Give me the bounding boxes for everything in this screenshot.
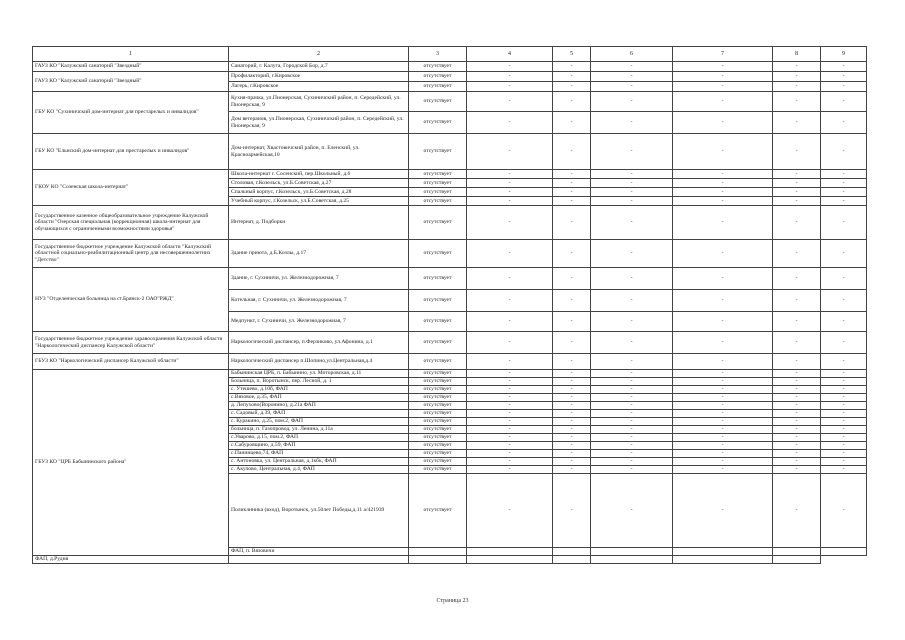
value-cell: - — [773, 410, 821, 418]
organization-cell: ГКОУ КО "Созенская школа-интернат" — [33, 170, 229, 206]
value-cell: - — [591, 458, 673, 466]
value-cell: - — [821, 312, 867, 332]
value-cell: - — [821, 370, 867, 378]
value-cell: - — [467, 474, 553, 548]
value-cell: - — [591, 434, 673, 442]
organization-cell: Государственное бюджетное учреждение здравоохранения Калужской области "Наркологический диспансер Калужской области" — [33, 332, 229, 354]
value-cell: - — [553, 474, 591, 548]
value-cell: - — [467, 450, 553, 458]
status-cell: отсутствует — [409, 332, 467, 354]
value-cell: - — [467, 434, 553, 442]
value-cell: - — [467, 418, 553, 426]
value-cell — [409, 556, 467, 564]
table-row — [33, 170, 867, 179]
value-cell: - — [553, 82, 591, 92]
value-cell: - — [821, 179, 867, 188]
address-cell: Профилакторий, г.Кировское — [229, 72, 409, 82]
value-cell: - — [591, 332, 673, 354]
address-cell: с. Антоновка, ул. Центральная, д.1кбк, ФАП — [229, 458, 409, 466]
value-cell: - — [467, 290, 553, 312]
value-cell — [553, 556, 591, 564]
value-cell: - — [553, 434, 591, 442]
value-cell: - — [821, 290, 867, 312]
value-cell: - — [553, 112, 591, 134]
address-cell: Больница, п. Воротынск, пер. Лесной, д. 1 — [229, 378, 409, 386]
address-cell: Учебный корпус, г.Козельск, ул.Б.Советская, д.25 — [229, 197, 409, 206]
status-cell: отсутствует — [409, 370, 467, 378]
address-cell: Кухня-прачка, ул.Пионерская, Сухиничский район, п. Середейский, ул. Пионерская, 9 — [229, 92, 409, 112]
value-cell: - — [591, 112, 673, 134]
value-cell: - — [821, 474, 867, 548]
value-cell: - — [773, 134, 821, 170]
value-cell: - — [467, 72, 553, 82]
address-cell: с. Акулово, Центральная, д.4, ФАП — [229, 466, 409, 474]
value-cell: - — [673, 290, 773, 312]
value-cell: - — [467, 402, 553, 410]
value-cell: - — [673, 434, 773, 442]
table-row — [33, 370, 867, 378]
value-cell: - — [467, 240, 553, 268]
value-cell: - — [591, 179, 673, 188]
value-cell: - — [467, 170, 553, 179]
value-cell: - — [821, 434, 867, 442]
value-cell: - — [821, 378, 867, 386]
value-cell: - — [673, 402, 773, 410]
status-cell: отсутствует — [409, 474, 467, 548]
value-cell: - — [467, 426, 553, 434]
table-row — [33, 332, 867, 354]
value-cell: - — [467, 442, 553, 450]
value-cell: - — [467, 134, 553, 170]
value-cell: - — [773, 458, 821, 466]
value-cell: - — [591, 386, 673, 394]
value-cell: - — [673, 378, 773, 386]
value-cell: - — [773, 434, 821, 442]
address-cell: с. Утешево, д.10б, ФАП — [229, 386, 409, 394]
value-cell: - — [553, 394, 591, 402]
status-cell: отсутствует — [409, 418, 467, 426]
value-cell: - — [673, 458, 773, 466]
value-cell: - — [467, 179, 553, 188]
value-cell: - — [553, 72, 591, 82]
table-row — [33, 62, 867, 72]
value-cell: - — [553, 290, 591, 312]
value-cell: - — [673, 394, 773, 402]
address-cell: Дом-интернат, Хвастовичский район, п. Еленский, ул. Красноармейская,10 — [229, 134, 409, 170]
value-cell: - — [467, 410, 553, 418]
address-cell: ФАП, д.Рудня — [33, 556, 229, 564]
value-cell: - — [821, 458, 867, 466]
value-cell: - — [821, 332, 867, 354]
value-cell: - — [591, 394, 673, 402]
value-cell: - — [467, 458, 553, 466]
value-cell: - — [821, 112, 867, 134]
value-cell: - — [553, 410, 591, 418]
column-header: 9 — [821, 47, 867, 62]
value-cell: - — [821, 418, 867, 426]
status-cell: отсутствует — [409, 134, 467, 170]
value-cell: - — [553, 268, 591, 290]
value-cell: - — [467, 82, 553, 92]
address-cell: больница, п. Газопровод, ул. Ленина, д.11а — [229, 426, 409, 434]
value-cell: - — [591, 197, 673, 206]
status-cell: отсутствует — [409, 170, 467, 179]
value-cell: - — [773, 386, 821, 394]
value-cell: - — [773, 370, 821, 378]
address-cell: Санаторий, г. Калуга, Городской Бор, д.7 — [229, 62, 409, 72]
value-cell: - — [591, 426, 673, 434]
value-cell: - — [591, 92, 673, 112]
table-row — [33, 72, 867, 82]
address-cell: Дом ветеранов, ул.Пионерская, Сухиничский район, п. Середейский, ул. Пионерская, 9 — [229, 112, 409, 134]
organization-cell: ГБУЗ КО "ЦРБ Бабынинского района" — [33, 370, 229, 556]
address-cell: с. Куракино, д.25, пом.2, ФАП — [229, 418, 409, 426]
value-cell: - — [591, 290, 673, 312]
value-cell: - — [673, 72, 773, 82]
value-cell: - — [673, 82, 773, 92]
value-cell: - — [673, 112, 773, 134]
value-cell: - — [673, 240, 773, 268]
status-cell: отсутствует — [409, 188, 467, 197]
value-cell: - — [821, 442, 867, 450]
status-cell: отсутствует — [409, 268, 467, 290]
value-cell: - — [821, 62, 867, 72]
value-cell: - — [553, 370, 591, 378]
value-cell — [467, 556, 553, 564]
value-cell: - — [591, 378, 673, 386]
value-cell: - — [673, 134, 773, 170]
value-cell: - — [821, 92, 867, 112]
address-cell: с.Сабуровщино, д.59, ФАП — [229, 442, 409, 450]
address-cell: Котельная, г. Сухиничи, ул. Железнодорожная, 7 — [229, 290, 409, 312]
status-cell: отсутствует — [409, 354, 467, 370]
value-cell: - — [591, 134, 673, 170]
value-cell: - — [553, 170, 591, 179]
status-cell: отсутствует — [409, 112, 467, 134]
value-cell: - — [773, 378, 821, 386]
value-cell: - — [467, 92, 553, 112]
value-cell: - — [553, 188, 591, 197]
value-cell: - — [673, 206, 773, 240]
value-cell: - — [673, 62, 773, 72]
value-cell: - — [553, 62, 591, 72]
facilities-table — [32, 46, 867, 564]
value-cell: - — [773, 62, 821, 72]
address-cell: Интернат, д. Подборки — [229, 206, 409, 240]
status-cell: отсутствует — [409, 206, 467, 240]
status-cell: отсутствует — [409, 410, 467, 418]
status-cell: отсутствует — [409, 92, 467, 112]
address-cell: Медпункт, г. Сухиничи, ул. Железнодорожная, 7 — [229, 312, 409, 332]
value-cell: - — [773, 402, 821, 410]
address-cell: с.Уварово, д.15, пом.2, ФАП — [229, 434, 409, 442]
value-cell: - — [591, 62, 673, 72]
address-cell: с.Панинцево,74, ФАП — [229, 450, 409, 458]
value-cell: - — [467, 62, 553, 72]
address-cell: с. Садовый, д.39, ФАП — [229, 410, 409, 418]
value-cell: - — [773, 179, 821, 188]
value-cell: - — [553, 442, 591, 450]
value-cell: - — [821, 426, 867, 434]
value-cell — [673, 556, 773, 564]
value-cell: - — [773, 92, 821, 112]
address-cell: Здание приюта, д.Б.Козлы, д.17 — [229, 240, 409, 268]
address-cell: Здание, г. Сухиничи, ул. Железнодорожная, 7 — [229, 268, 409, 290]
organization-cell: Государственное казенное общеобразовательное учреждение Калужской области "Озерская специальная (коррекционная) школа-интернат для обучающихся с ограниченными возможностями здоровья" — [33, 206, 229, 240]
value-cell: - — [821, 206, 867, 240]
value-cell: - — [553, 354, 591, 370]
value-cell: - — [467, 188, 553, 197]
value-cell: - — [821, 410, 867, 418]
value-cell: - — [467, 112, 553, 134]
value-cell: - — [821, 466, 867, 474]
column-header: 6 — [591, 47, 673, 62]
value-cell: - — [673, 370, 773, 378]
value-cell: - — [673, 474, 773, 548]
value-cell: - — [553, 92, 591, 112]
value-cell: - — [553, 458, 591, 466]
value-cell: - — [591, 268, 673, 290]
value-cell: - — [673, 386, 773, 394]
value-cell: - — [773, 426, 821, 434]
organization-cell: ГАУЗ КО "Калужский санаторий "Звездный" — [33, 72, 229, 92]
value-cell: - — [673, 466, 773, 474]
value-cell: - — [773, 290, 821, 312]
value-cell — [673, 548, 773, 556]
organization-cell: ГБУ КО "Ельнский дом-интернат для престарелых и инвалидов" — [33, 134, 229, 170]
status-cell: отсутствует — [409, 466, 467, 474]
value-cell: - — [591, 410, 673, 418]
value-cell: - — [821, 82, 867, 92]
value-cell: - — [553, 240, 591, 268]
table-row — [33, 134, 867, 170]
value-cell: - — [591, 370, 673, 378]
value-cell: - — [553, 332, 591, 354]
value-cell: - — [773, 197, 821, 206]
address-cell: Лагерь, г.Кировское — [229, 82, 409, 92]
value-cell — [591, 556, 673, 564]
table-row — [33, 556, 867, 564]
address-cell: Поликлиника (вход), Воротынск, ул.50лет Победы,д.11 а/421939 — [229, 474, 409, 548]
address-cell: ФАП, п. Вязовичи — [229, 548, 409, 556]
value-cell: - — [553, 378, 591, 386]
value-cell: - — [673, 418, 773, 426]
value-cell: - — [673, 354, 773, 370]
address-cell: Наркологический диспансер, п.Ферзиково, ул.Афонина, д.1 — [229, 332, 409, 354]
value-cell: - — [821, 197, 867, 206]
status-cell: отсутствует — [409, 434, 467, 442]
status-cell: отсутствует — [409, 402, 467, 410]
address-cell: д. Лепухово(Воронино), д.21а ФАП — [229, 402, 409, 410]
organization-cell: НУЗ "Отделенческая больница на ст.Брянск-2 ОАО"РЖД" — [33, 268, 229, 332]
value-cell: - — [553, 134, 591, 170]
value-cell: - — [673, 332, 773, 354]
value-cell: - — [673, 170, 773, 179]
value-cell: - — [591, 442, 673, 450]
address-cell: с.Вязовое, д.35, ФАП — [229, 394, 409, 402]
value-cell: - — [591, 450, 673, 458]
status-cell: отсутствует — [409, 442, 467, 450]
value-cell — [821, 548, 867, 556]
status-cell: отсутствует — [409, 62, 467, 72]
address-cell: Бабынинская ЦРБ, п. Бабынино, ул. Моторовская, д.11 — [229, 370, 409, 378]
value-cell — [467, 548, 553, 556]
value-cell — [773, 548, 821, 556]
value-cell: - — [591, 206, 673, 240]
value-cell: - — [467, 466, 553, 474]
value-cell: - — [773, 312, 821, 332]
value-cell: - — [591, 82, 673, 92]
value-cell — [773, 556, 821, 564]
status-cell — [409, 548, 467, 556]
value-cell: - — [773, 188, 821, 197]
value-cell: - — [553, 426, 591, 434]
value-cell: - — [467, 394, 553, 402]
value-cell: - — [467, 206, 553, 240]
page-number: Страница 23 — [436, 598, 469, 604]
value-cell: - — [773, 72, 821, 82]
column-header: 1 — [33, 47, 229, 62]
value-cell: - — [591, 188, 673, 197]
value-cell: - — [773, 474, 821, 548]
status-cell — [229, 556, 409, 564]
value-cell: - — [467, 197, 553, 206]
value-cell — [591, 548, 673, 556]
status-cell: отсутствует — [409, 290, 467, 312]
status-cell: отсутствует — [409, 197, 467, 206]
value-cell: - — [773, 82, 821, 92]
value-cell: - — [773, 268, 821, 290]
value-cell: - — [467, 268, 553, 290]
status-cell: отсутствует — [409, 450, 467, 458]
status-cell: отсутствует — [409, 426, 467, 434]
value-cell: - — [773, 442, 821, 450]
status-cell: отсутствует — [409, 82, 467, 92]
value-cell: - — [673, 188, 773, 197]
value-cell: - — [773, 450, 821, 458]
value-cell: - — [673, 312, 773, 332]
value-cell: - — [673, 197, 773, 206]
address-cell: Наркологический диспансер п.Шопино,ул.Центральная,д.4 — [229, 354, 409, 370]
value-cell: - — [467, 378, 553, 386]
status-cell: отсутствует — [409, 394, 467, 402]
column-header: 4 — [467, 47, 553, 62]
value-cell: - — [773, 112, 821, 134]
organization-cell: Государственное бюджетное учреждение Калужской области "Калужский областной социально-реабилитационный центр для несовершеннолетних "Детство" — [33, 240, 229, 268]
value-cell: - — [821, 240, 867, 268]
value-cell: - — [467, 312, 553, 332]
value-cell: - — [591, 312, 673, 332]
value-cell: - — [591, 418, 673, 426]
address-cell: Школа-интернат г. Сосенский, пер.Школьный, д.6 — [229, 170, 409, 179]
value-cell: - — [821, 386, 867, 394]
value-cell: - — [821, 268, 867, 290]
value-cell: - — [591, 466, 673, 474]
column-header: 8 — [773, 47, 821, 62]
value-cell: - — [821, 134, 867, 170]
address-cell: Столовая, г.Козельск, ул.Б.Советская, д.27 — [229, 179, 409, 188]
value-cell: - — [821, 354, 867, 370]
value-cell: - — [773, 206, 821, 240]
status-cell: отсутствует — [409, 240, 467, 268]
value-cell: - — [553, 386, 591, 394]
value-cell: - — [773, 394, 821, 402]
column-header: 7 — [673, 47, 773, 62]
value-cell: - — [553, 418, 591, 426]
value-cell: - — [773, 240, 821, 268]
value-cell: - — [591, 402, 673, 410]
value-cell: - — [821, 170, 867, 179]
column-header: 5 — [553, 47, 591, 62]
value-cell: - — [591, 474, 673, 548]
table-row — [33, 268, 867, 290]
value-cell: - — [553, 197, 591, 206]
value-cell: - — [553, 466, 591, 474]
value-cell: - — [773, 354, 821, 370]
value-cell: - — [591, 170, 673, 179]
value-cell: - — [553, 179, 591, 188]
status-cell: отсутствует — [409, 378, 467, 386]
value-cell: - — [467, 386, 553, 394]
organization-cell: ГАУЗ КО "Калужский санаторий "Звездный" — [33, 62, 229, 72]
value-cell: - — [821, 394, 867, 402]
value-cell: - — [591, 240, 673, 268]
value-cell: - — [591, 72, 673, 82]
table-row — [33, 92, 867, 112]
value-cell: - — [821, 450, 867, 458]
address-cell: Спальный корпус, г.Козельск, ул.Б.Советская, д.28 — [229, 188, 409, 197]
status-cell: отсутствует — [409, 72, 467, 82]
organization-cell: ГБУЗ КО "Наркологический диспансер Калужской области" — [33, 354, 229, 370]
value-cell: - — [673, 268, 773, 290]
status-cell: отсутствует — [409, 458, 467, 466]
column-header: 2 — [229, 47, 409, 62]
value-cell: - — [773, 418, 821, 426]
value-cell: - — [821, 72, 867, 82]
value-cell: - — [821, 188, 867, 197]
value-cell: - — [553, 206, 591, 240]
value-cell: - — [673, 410, 773, 418]
value-cell: - — [553, 450, 591, 458]
table-row — [33, 240, 867, 268]
value-cell: - — [553, 402, 591, 410]
value-cell: - — [673, 450, 773, 458]
value-cell: - — [821, 402, 867, 410]
value-cell: - — [467, 370, 553, 378]
value-cell: - — [773, 332, 821, 354]
status-cell: отсутствует — [409, 386, 467, 394]
value-cell: - — [673, 179, 773, 188]
value-cell: - — [773, 170, 821, 179]
value-cell: - — [673, 426, 773, 434]
value-cell: - — [591, 354, 673, 370]
value-cell: - — [773, 466, 821, 474]
status-cell: отсутствует — [409, 312, 467, 332]
table-row — [33, 354, 867, 370]
value-cell — [553, 548, 591, 556]
status-cell: отсутствует — [409, 179, 467, 188]
value-cell: - — [553, 312, 591, 332]
value-cell: - — [467, 332, 553, 354]
value-cell: - — [673, 92, 773, 112]
table-row — [33, 206, 867, 240]
value-cell: - — [673, 442, 773, 450]
column-header: 3 — [409, 47, 467, 62]
organization-cell: ГБУ КО "Сухиничский дом-интернат для престарелых и инвалидов" — [33, 92, 229, 134]
table-header-row — [33, 47, 867, 62]
value-cell: - — [467, 354, 553, 370]
